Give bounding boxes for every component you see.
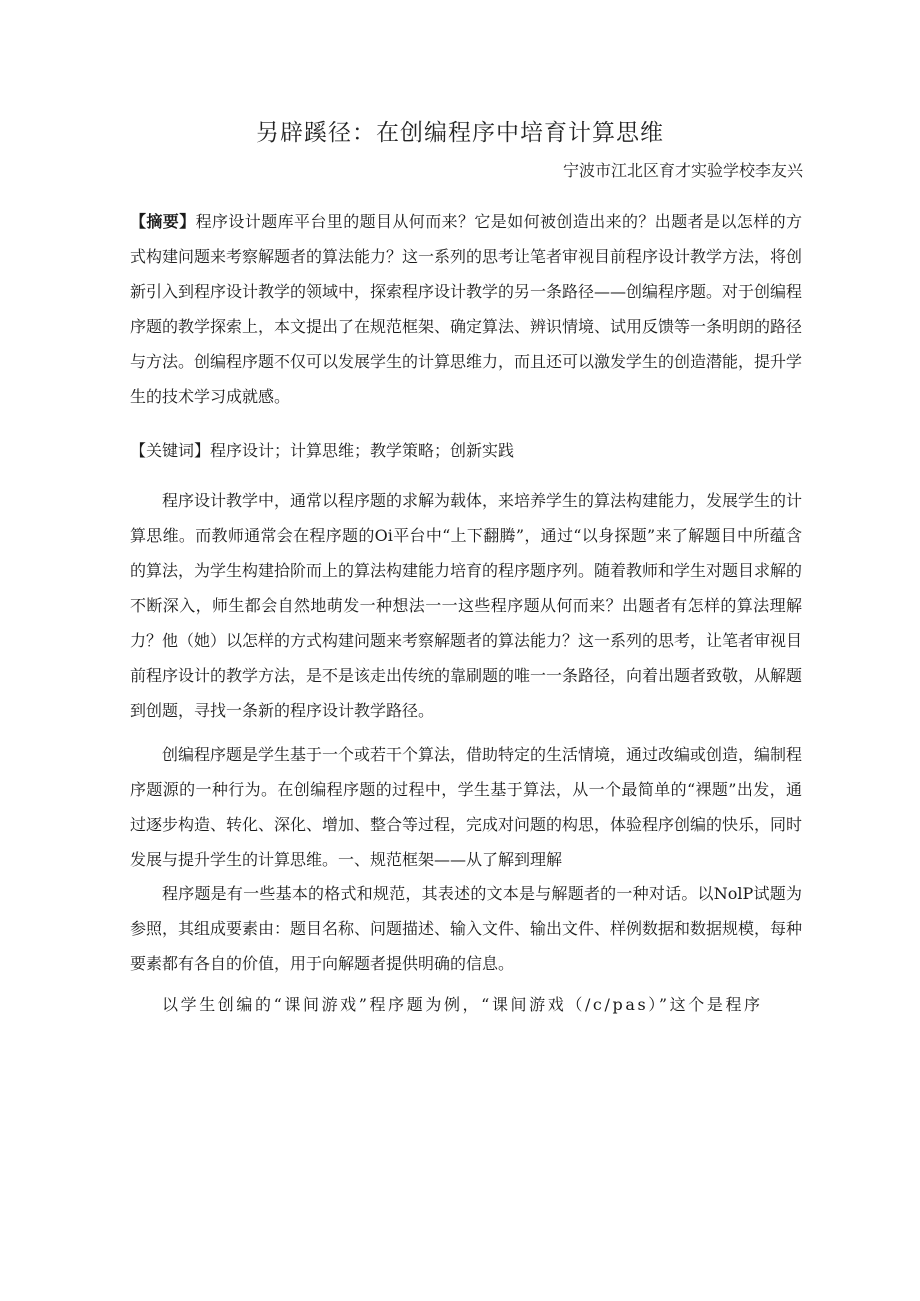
body-paragraph-2: 创编程序题是学生基于一个或若干个算法，借助特定的生活情境，通过改编或创造，编制程序题源的一种行为。在创编程序题的过程中，学生基于算法，从一个最简单的“裸题”出发，通过逐步构造、转化、深化、增加、整合等过程，完成对问题的构思，体验程序创编的快乐，同时发展与提升学生的计算思维。一、规范框架——从了解到理解: [130, 745, 803, 869]
author-line: 宁波市江北区育才实验学校李友兴: [562, 161, 803, 180]
body-paragraph-1: 程序设计教学中，通常以程序题的求解为载体，来培养学生的算法构建能力，发展学生的计算思维。而教师通常会在程序题的Oi平台中“上下翻腾”，通过“以身探题”来了解题目中所蕴含的算法，为学生构建拾阶而上的算法构建能力培育的程序题序列。随着教师和学生对题目求解的不断深入，师生都会自然地萌发一种想法一一这些程序题从何而来？出题者有怎样的算法理解力？他（她）以怎样的方式构建问题来考察解题者的算法能力？这一系列的思考，让笔者审视目前程序设计的教学方法，是不是该走出传统的靠刷题的唯一一条路径，向着出题者致敬，从解题到创题，寻找一条新的程序设计教学路径。: [130, 491, 803, 720]
body-paragraph-4: 以学生创编的“课间游戏”程序题为例，“课间游戏（/c/pas）”这个是程序: [162, 995, 763, 1014]
abstract-tag: 【摘要】: [130, 212, 196, 231]
keywords-paragraph: [130, 433, 802, 468]
keywords-tag: 【关键词】: [130, 441, 211, 460]
keywords-text: 程序设计；计算思维；教学策略；创新实践: [210, 441, 515, 460]
document-title: 另辟蹊径：在创编程序中培育计算思维: [256, 120, 664, 146]
abstract-paragraph: [130, 204, 802, 414]
body-paragraph-3: 程序题是有一些基本的格式和规范，其表述的文本是与解题者的一种对话。以NolP试题为参照，其组成要素由：题目名称、问题描述、输入文件、输出文件、样例数据和数据规模，每种要素都有各自的价值，用于向解题者提供明确的信息。: [130, 884, 803, 973]
abstract-text: 程序设计题库平台里的题目从何而来？它是如何被创造出来的？出题者是以怎样的方式构建问题来考察解题者的算法能力？这一系列的思考让笔者审视目前程序设计教学方法，将创新引入到程序设计教学的领域中，探索程序设计教学的另一条路径——创编程序题。对于创编程序题的教学探索上，本文提出了在规范框架、确定算法、辨识情境、试用反馈等一条明朗的路径与方法。创编程序题不仅可以发展学生的计算思维力，而且还可以激发学生的创造潜能，提升学生的技术学习成就感。: [130, 212, 803, 406]
